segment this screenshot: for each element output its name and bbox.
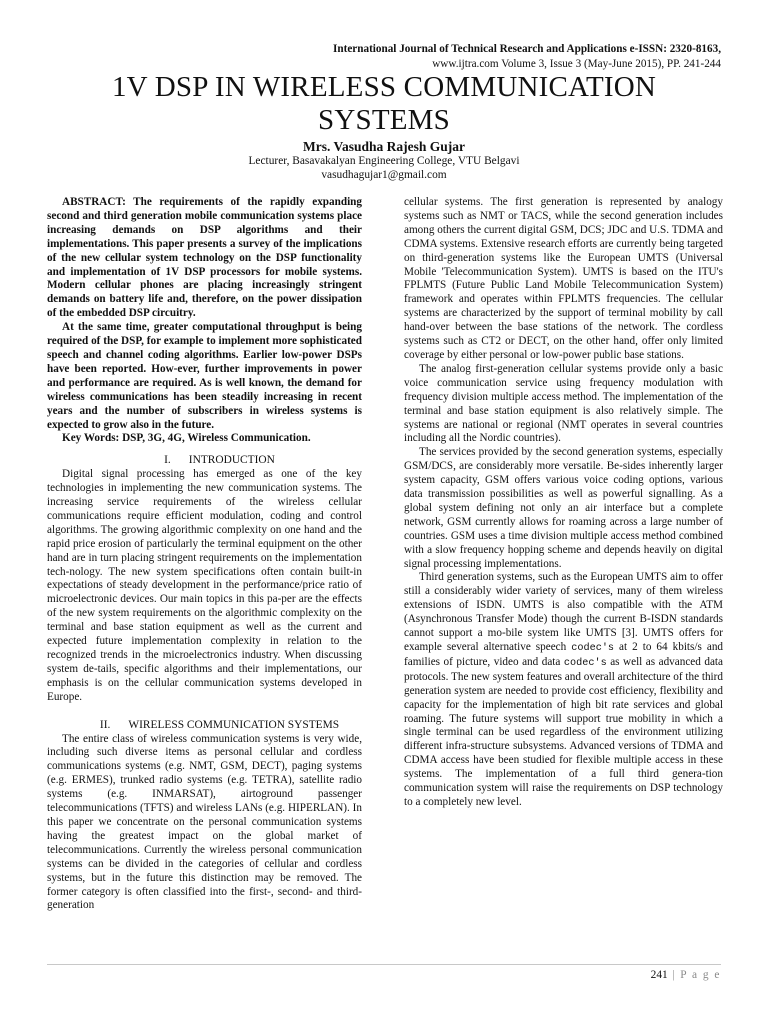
author-affiliation-block [0, 154, 768, 182]
abstract-paragraph-2: At the same time, greater computational throughput is being required of the DSP, for example to implement more sophisticated speech and channel coding algorithms. Earlier low-power DSPs have been reported. How-ever, further improvements in power and performance are required. As is well known, the demand for wireless communications has been steadily increasing in recent years and the number of subscribers in wireless systems is expected to grow also in the future. [47, 321, 362, 431]
wireless-paragraph-1-continued: cellular systems. The first generation is represented by analogy systems such as NMT or TACS, while the second generation includes among others the current digital GSM, DCS; JDC and U.S. TDMA and CDMA systems. Extensive research efforts are currently being targeted on third-generation systems like the European UMTS (Universal Mobile 'Telecommunication System). UMTS is based on the ITU's FPLMTS (Future Public Land Mobile Telecommunication System) framework and operates within FPLMTS frequencies. The cellular systems are characterized by the support of terminal mobility by call hand-over between the base stations of the network. The cordless systems such as CT2 or DECT, on the other hand, offer only limited coverage by either personal or low-power public base stations. [404, 196, 723, 361]
journal-header [221, 42, 721, 72]
abstract-paragraph-1: ABSTRACT: The requirements of the rapidly expanding second and third generation mobile communication systems place increasing demands on DSP algorithms and their implementations. This paper presents a survey of the implications of the new cellular system technology on the DSP functionality and implementation of 1V DSP processors for mobile systems. Modern cellular phones are placing increasingly stringent demands on battery life and, therefore, on the power dissipation of the embedded DSP circuitry. [47, 196, 362, 320]
section-title: WIRELESS COMMUNICATION SYSTEMS [128, 718, 340, 731]
section-title: INTRODUCTION [188, 454, 275, 467]
text-run: as well as advanced data protocols. The new system features and overall architecture of the third generation system are needed to provide cost efficiency, flexibility and capacity for the implementation of high bit rate services and global roaming. The future systems will support true mobility in which a single terminal can be used regardless of the environment utilizing different infra-structure subsystems. Advanced versions of TDMA and CDMA access have been studied for flexible multiple access in these systems. The implementation of a full third genera-tion communication system will raise the requirements on DSP technology to a completely new level. [404, 655, 723, 808]
code-term: codec's [563, 657, 607, 669]
section-number: II. [99, 718, 111, 731]
wireless-paragraph-2: The analog first-generation cellular systems provide only a basic voice communication service using frequency modulation with frequency division multiple access method. The implementation of the terminal and base station equipment is also relatively simple. The systems are national or regional (NMT operates in several countries including all the Nordic countries). [404, 362, 723, 445]
wireless-paragraph-4 [404, 571, 723, 809]
section-heading-introduction [47, 454, 362, 468]
text-run: Third generation systems, such as the European UMTS aim to offer still a considerably wider variety of services, many of them wireless extensions of ISDN. UMTS is also compatible with the ATM (Asynchronous Transfer Mode) though the current B-ISDN standards cannot support a mo-bile system like UMTS [3]. UMTS offers for example several alternative speech [404, 571, 723, 653]
intro-paragraph: Digital signal processing has emerged as one of the key technologies in implementing the new communication systems. The increasing service requirements of the wireless cellular communications require efficient modulation, coding and control algorithms. The growing algorithmic complexity on one hand and the rapid price erosion of particularly the terminal equipment on the other hand are in turn placing stringent requirements on the implementation tech-nology. The new system specifications often contain built-in expectations of steady development in the performance/price ratio of microelectronic devices. Our main topics in this pa-per are the effects of the new system requirements on the algorithmic complexity on the terminal and base station equipment as well as the current and expected future implementation complexity in relation to the recognized trends in the microelectronics industry. When discussing system de-tails, specific algorithms and their implementations, our emphasis is on the cellular communication systems developed in Europe. [47, 468, 362, 703]
text-run: at 2 to 64 kbits/s and families of picture, video and data [404, 641, 724, 668]
section-number: I. [164, 454, 171, 467]
left-column [47, 196, 362, 913]
journal-name: International Journal of Technical Research and Applications e-ISSN: 2320-8163, [333, 43, 721, 55]
right-column [404, 196, 723, 810]
wireless-paragraph-3: The services provided by the second generation systems, especially GSM/DCS, are considerably more versatile. Be-sides inherently larger system capacity, GSM offers various voice coding options, various data transmission possibilities as well as powerful signalling. As a global system defining not only an air interface but a complete network, GSM currently allows for roaming across a large number of countries. GSM uses a time division multiple access method combined with a slow frequency hopping scheme and depends heavily on digital signal processing implementations. [404, 446, 723, 570]
keywords: Key Words: DSP, 3G, 4G, Wireless Communication. [62, 432, 311, 445]
journal-issue: www.ijtra.com Volume 3, Issue 3 (May-June 2015), PP. 241-244 [432, 58, 721, 70]
page-number: 241 [650, 969, 668, 981]
author-affiliation: Lecturer, Basavakalyan Engineering College, VTU Belgavi [248, 155, 520, 167]
section-heading-wireless [47, 719, 362, 733]
author-email: vasudhagujar1@gmail.com [321, 169, 447, 181]
code-term: codec's [571, 643, 615, 654]
author-name: Mrs. Vasudha Rajesh Gujar [302, 139, 466, 154]
page-footer [651, 969, 721, 981]
page-label: | P a g e [667, 969, 721, 981]
footer-divider [47, 964, 721, 965]
paper-title: 1V DSP IN WIRELESS COMMUNICATION SYSTEMS [111, 71, 657, 136]
wireless-paragraph-1: The entire class of wireless communication systems is very wide, including such diverse items as personal cellular and cordless communications systems (e.g. NMT, GSM, DECT), paging systems (e.g. ERMES), trunked radio systems (e.g. TETRA), satellite radio systems (e.g. INMARSAT), airtoground passenger telecommunications (TFTS) and wireless LANs (e.g. HIPERLAN). In this paper we concentrate on the personal communication systems having the greatest impact on the global market of telecommunications. Currently the wireless personal communication systems can be divided in the categories of cellular and cordless systems, but in the future this distinction may be removed. The former category is often classified into the first-, second- and third- generation [47, 732, 362, 912]
